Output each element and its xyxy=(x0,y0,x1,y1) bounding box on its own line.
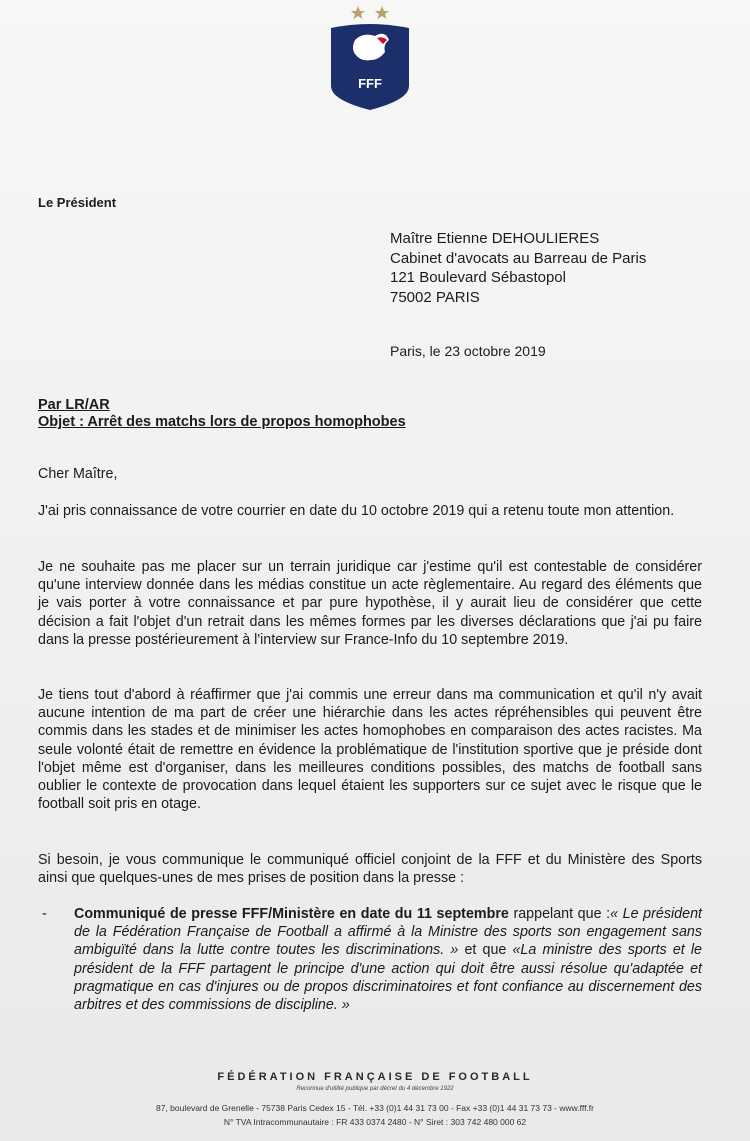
quote-1: « Le président de la Fédération Française de Football a affirmé à la Ministre des sports son engagement sans ambiguïté dans la lutte contre toutes les discriminations. » xyxy=(74,906,702,959)
letter-date: Paris, le 23 octobre 2019 xyxy=(390,343,546,359)
recipient-line: Maître Etienne DEHOULIERES xyxy=(390,230,600,247)
paragraph-3: Je tiens tout d'abord à réaffirmer que j'ai commis une erreur dans ma communication et qu'il n'y avait aucune intention de ma part de créer une hiérarchie dans les actes répréhensibles qui peuvent être commis dans les stades et de minimiser les actes homophobes en comparaison des actes racistes. Ma seule volonté était de remettre en évidence la problématique de l'institution sportive que je préside dont l'objet même est d'organiser, dans les meilleures conditions possibles, des matchs de football sans oublier le contexte de provocation dans lequel étaient les supporters sur ce sujet avec le risque que le football soit pris en otage. xyxy=(38,687,702,813)
footer-identifiers: N° TVA Intracommunautaire : FR 433 0374 2480 - N° Siret : 303 742 480 000 62 xyxy=(223,1117,527,1127)
footer-subtitle: Reconnue d'utilité publique par décret du 4 décembre 1922 xyxy=(296,1086,454,1092)
recipient-line: 121 Boulevard Sébastopol xyxy=(390,269,566,286)
letter-subject: Objet : Arrêt des matchs lors de propos homophobes xyxy=(38,414,406,430)
salutation: Cher Maître, xyxy=(38,466,118,482)
footer-federation-name: FÉDÉRATION FRANÇAISE DE FOOTBALL xyxy=(217,1071,533,1083)
paragraph-1: J'ai pris connaissance de votre courrier en date du 10 octobre 2019 qui a retenu toute mon attention. xyxy=(38,503,675,519)
bullet-dash: - xyxy=(42,906,47,922)
delivery-mode: Par LR/AR xyxy=(38,397,110,413)
paragraph-4: Si besoin, je vous communique le communiqué officiel conjoint de la FFF et du Ministère des Sports ainsi que quelques-unes de mes prises de position dans la presse : xyxy=(38,852,702,887)
logo-text: FFF xyxy=(358,76,382,91)
star-icon xyxy=(351,6,365,19)
sender-title: Le Président xyxy=(38,195,117,210)
star-icon xyxy=(375,6,389,19)
recipient-line: 75002 PARIS xyxy=(390,288,480,306)
recipient-line: Cabinet d'avocats au Barreau de Paris xyxy=(390,249,647,267)
bullet-text: Communiqué de presse FFF/Ministère en date du 11 septembre rappelant que :« Le président de la Fédération Française de Football a affirmé à la Ministre des sports son engagement sans ambiguïté dans la lutte contre toutes les discriminations. » et que «La ministre des sports et le président de la FFF partagent le principe d'une action qui doit être aussi résolue qu'adaptée et pragmatique en cas d'injures ou de propos discriminatoires et font confiance au discernement des arbitres et des commissions de discipline. » xyxy=(74,906,702,1014)
recipient-address xyxy=(390,229,646,307)
footer-address: 87, boulevard de Grenelle - 75738 Paris Cedex 15 - Tél. +33 (0)1 44 31 73 00 - Fax +33 (0)1 44 31 73 73 - www.fff.fr xyxy=(155,1103,594,1113)
quote-2: «La ministre des sports et le président de la FFF partagent le principe d'une action qui doit être aussi résolue qu'adaptée et pragmatique en cas d'injures ou de propos discriminatoires et font confiance au discernement des arbitres et des commissions de discipline. » xyxy=(74,942,702,1014)
press-release-bullet xyxy=(38,905,702,1014)
paragraph-2: Je ne souhaite pas me placer sur un terrain juridique car j'estime qu'il est contestable de considérer qu'une interview donnée dans les médias constitue un acte règlementaire. Au regard des éléments que je vais porter à votre connaissance et par pure hypothèse, il y aurait lieu de considérer que cette décision a fait l'objet d'un retrait dans les mêmes formes par les diverses déclarations que j'ai pu faire dans la presse postérieurement à l'interview sur France-Info du 10 septembre 2019. xyxy=(38,559,702,648)
fff-logo xyxy=(325,0,415,112)
letter-references xyxy=(38,397,406,431)
bullet-heading: Communiqué de presse FFF/Ministère en date du 11 septembre xyxy=(74,906,509,922)
